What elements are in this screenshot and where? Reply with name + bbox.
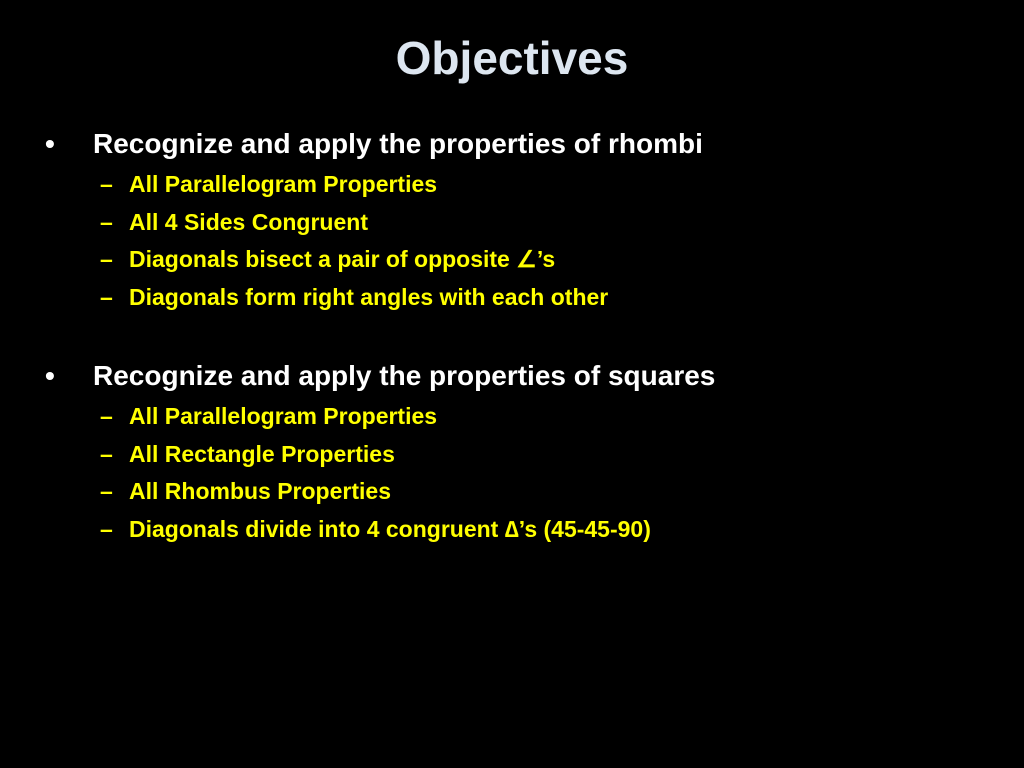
bullet-text: Recognize and apply the properties of squares [93, 360, 716, 391]
sub-item-text: All 4 Sides Congruent [129, 208, 368, 235]
sub-item-text: Diagonals form right angles with each other [129, 283, 609, 310]
dash-icon: – [100, 403, 113, 429]
bullet-text: Recognize and apply the properties of rhombi [93, 128, 703, 159]
sub-item [0, 473, 1024, 511]
slide-title: Objectives [395, 32, 629, 84]
bullet-item-squares [0, 354, 1024, 398]
sub-item [0, 204, 1024, 242]
sub-item-text: All Rhombus Properties [129, 478, 391, 504]
section-spacer [0, 316, 1024, 354]
objectives-list [0, 122, 1024, 548]
sub-item-text: All Rectangle Properties [129, 440, 395, 467]
sub-item [0, 166, 1024, 204]
dash-icon: – [100, 246, 113, 272]
dash-icon: – [100, 478, 113, 504]
dash-icon: – [100, 515, 113, 542]
sub-item [0, 279, 1024, 317]
dash-icon: – [100, 440, 113, 467]
bullet-item-rhombi [0, 122, 1024, 166]
dash-icon: – [100, 283, 113, 310]
sub-item [0, 398, 1024, 436]
sub-item-text: Diagonals bisect a pair of opposite ∠’s [129, 246, 556, 272]
sub-item [0, 511, 1024, 549]
dash-icon: – [100, 171, 113, 197]
sub-item-text: Diagonals divide into 4 congruent ∆’s (45-45-90) [129, 515, 651, 542]
bullet-dot-icon: • [45, 360, 55, 391]
sub-item [0, 436, 1024, 474]
bullet-dot-icon: • [45, 128, 55, 159]
sub-item [0, 241, 1024, 279]
sub-item-text: All Parallelogram Properties [129, 403, 438, 429]
dash-icon: – [100, 208, 113, 235]
sub-item-text: All Parallelogram Properties [129, 171, 438, 197]
